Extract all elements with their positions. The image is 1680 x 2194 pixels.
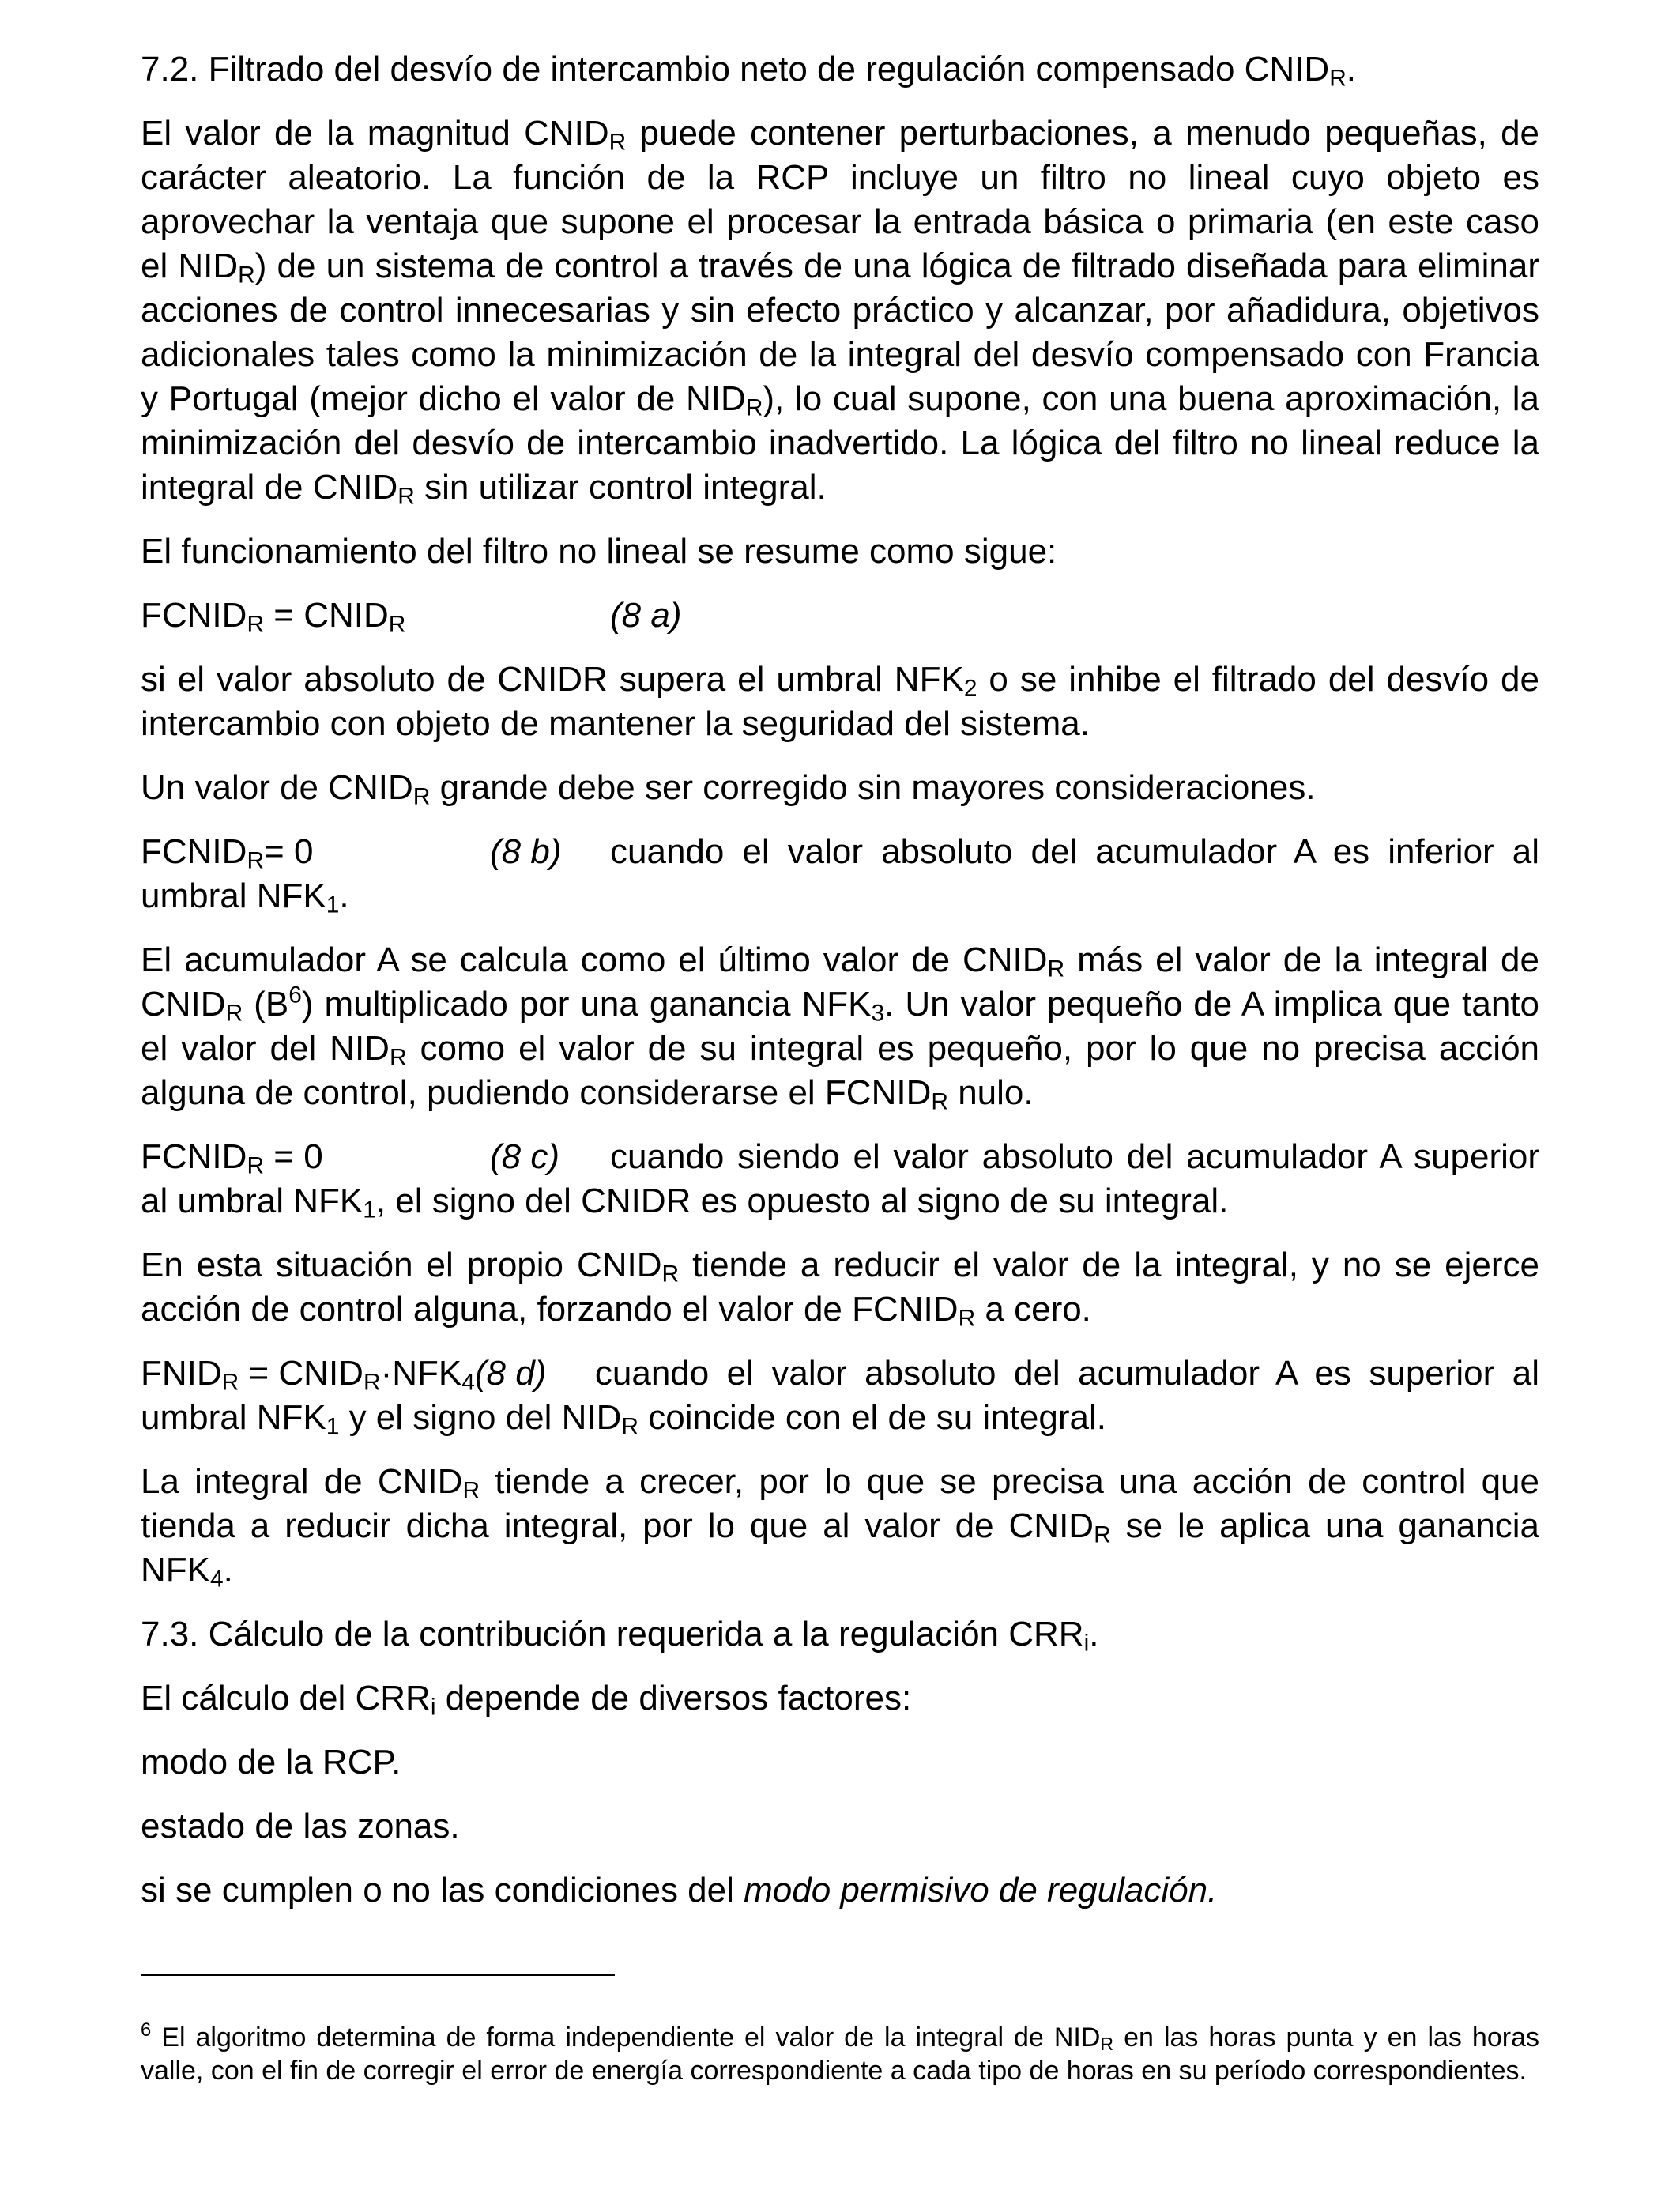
section-heading-7-2: 7.2. Filtrado del desvío de intercambio neto de regulación compensado $CNID_R$.: [141, 50, 1357, 92]
formula-8b-tag: (8 b): [490, 832, 562, 871]
footnote-ref-6[interactable]: 6: [288, 982, 302, 1008]
paragraph-accumulator: El acumulador A se calcula como el último valor de $CNID_R$ más el valor de la integral de $CNID_R$ $(B^6)$ multiplicado por una ganancia $NFK_3$. Un valor pequeño de A implica que tanto el valor del $NID_R$ como el valor de su integral es pequeño, por lo que no precisa acción alguna de control, pudiendo considerarse el $FCNID_R$ nulo.: [141, 941, 1540, 1115]
formula-8a-tag: (8 a): [610, 596, 682, 635]
paragraph-cnid-description: El valor de la magnitud $CNID_R$ puede contener perturbaciones, a menudo pequeñas, de carácter aleatorio. La función de la RCP incluye un filtro no lineal cuyo objeto es aprovechar la ventaja que supone el procesar la entrada básica o primaria (en este caso el $NID_R$) de un sistema de control a través de una lógica de filtrado diseñada para eliminar acciones de control innecesarias y sin efecto práctico y alcanzar, por añadidura, objetivos adicionales tales como la minimización de la integral del desvío compensado con Francia y Portugal (mejor dicho el valor de $NID_R$), lo cual supone, con una buena aproximación, la minimización del desvío de intercambio inadvertido. La lógica del filtro no lineal reduce la integral de $CNID_R$ sin utilizar control integral.: [141, 114, 1540, 510]
footnote-separator: [141, 1974, 615, 1976]
list-item-permissive-mode: si se cumplen o no las condiciones del modo permisivo de regulación.: [141, 1871, 1218, 1909]
paragraph-8d-explanation: La integral de $CNID_R$ tiende a crecer, por lo que se precisa una acción de control que tienda a reducir dicha integral, por lo que al valor de $CNID_R$ se le aplica una ganancia $NFK_4$.: [141, 1462, 1539, 1593]
formula-8a-expression: $FCNID_R$ = $CNID_R$: [141, 596, 406, 638]
list-item-zone-state: estado de las zonas.: [141, 1807, 460, 1845]
formula-8b-expression: $FCNID_R= 0$: [141, 832, 314, 874]
section-heading-7-3: 7.3. Cálculo de la contribución requerida a la regulación $CRR_i$.: [141, 1615, 1099, 1657]
paragraph-8c-explanation: En esta situación el propio $CNID_R$ tiende a reducir el valor de la integral, y no se ejerce acción de control alguna, forzando el valor de $FCNID_R$ a cero.: [141, 1246, 1539, 1332]
formula-8b: $FCNID_R= 0$ (8 b) cuando el valor absoluto del acumulador A es inferior al umbral $NFK_1$.: [141, 830, 1539, 918]
formula-8d-tag: (8 d): [474, 1354, 547, 1393]
list-item-rcp-mode: modo de la RCP.: [141, 1743, 401, 1781]
document-body: [141, 47, 1539, 1913]
formula-8a: [141, 594, 1539, 638]
footnote-marker: 6: [141, 2019, 152, 2041]
permissive-mode-term: modo permisivo de regulación.: [744, 1871, 1218, 1909]
paragraph-8a-condition: si el valor absoluto de CNIDR supera el umbral $NFK_2$ o se inhibe el filtrado del desvío de intercambio con objeto de mantener la seguridad del sistema.: [141, 660, 1540, 743]
formula-8c: $FCNID_R = 0$ (8 c) cuando siendo el valor absoluto del acumulador A superior al umbral $NFK_1$, el signo del CNIDR es opuesto al signo de su integral.: [141, 1135, 1539, 1223]
formula-8d-expression: $FNID_R$ = $CNID_R\cdot NFK_4$: [141, 1354, 475, 1396]
paragraph-crr-factors: El cálculo del $CRR_i$ depende de diversos factores:: [141, 1679, 912, 1721]
paragraph-large-cnid: Un valor de $CNID_R$ grande debe ser corregido sin mayores consideraciones.: [141, 768, 1316, 810]
paragraph-filter-intro: El funcionamiento del filtro no lineal se resume como sigue:: [141, 532, 1057, 571]
formula-8c-tag: (8 c): [490, 1137, 559, 1176]
formula-8c-expression: $FCNID_R = 0$: [141, 1137, 323, 1179]
footnote-6: $^6$ El algoritmo determina de forma independiente el valor de la integral de $NID_R$ en las horas punta y en las horas valle, con el fin de corregir el error de energía correspondiente a cada tipo de horas en su período correspondientes.: [141, 2019, 1539, 2086]
formula-8d: $FNID_R$ = $CNID_R\cdot NFK_4(8$ d) cuando el valor absoluto del acumulador A es superior al umbral $NFK_1$ y el signo del $NID_R$ coincide con el de su integral.: [141, 1351, 1539, 1440]
